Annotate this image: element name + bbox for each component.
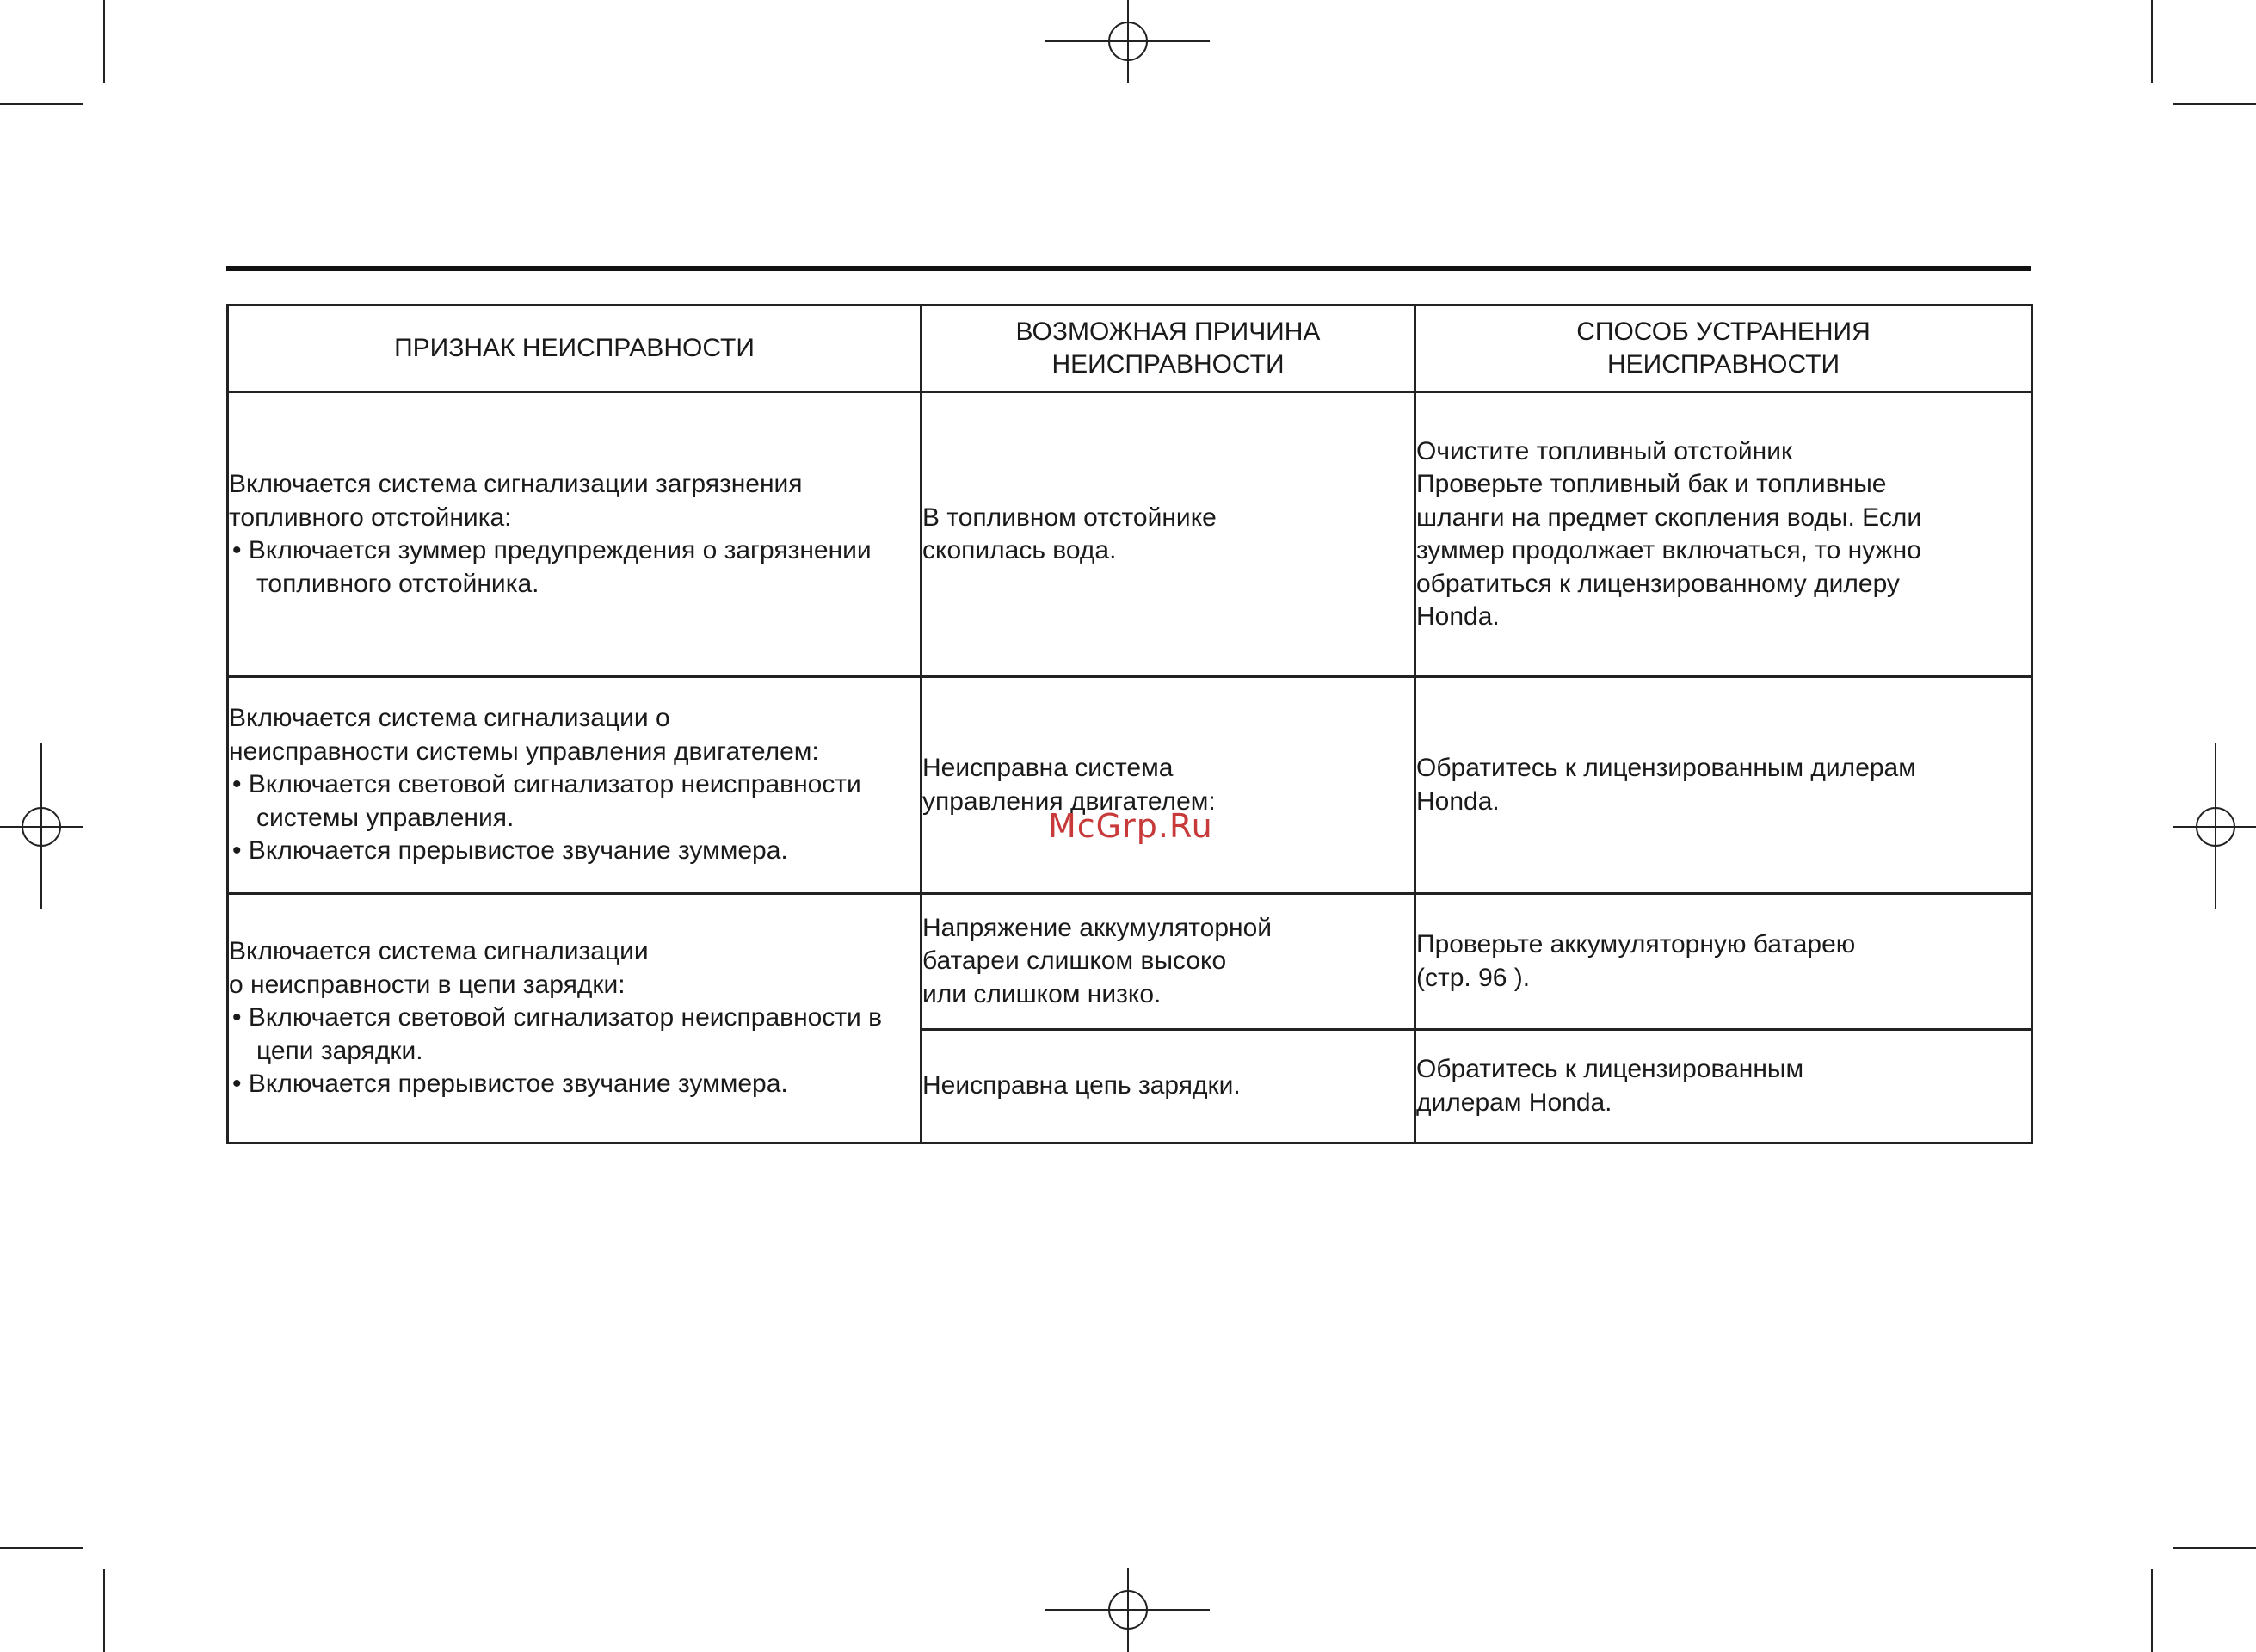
symptom-line: Включается система сигнализации <box>229 937 649 966</box>
remedy-line: Обратитесь к лицензированным <box>1416 1055 1804 1083</box>
remedy-cell <box>1415 677 2032 894</box>
cause-line: или слишком низко. <box>922 979 1162 1008</box>
symptom-line: о неисправности в цепи зарядки: <box>229 970 626 999</box>
watermark-text: McGrp.Ru <box>1048 807 1213 845</box>
crop-mark <box>103 0 105 83</box>
cause-line: управления двигателем: <box>922 786 1216 816</box>
header-text: НЕИСПРАВНОСТИ <box>1051 350 1285 379</box>
cause-cell <box>922 894 1415 1030</box>
remedy-line: Проверьте аккумуляторную батарею <box>1416 930 1856 959</box>
remedy-cell <box>1415 894 2032 1030</box>
header-symptom <box>228 305 922 392</box>
symptom-line: Включается система сигнализации о <box>229 704 670 733</box>
cause-line: Неисправна цепь зарядки. <box>922 1071 1241 1100</box>
remedy-line: (стр. 96 ). <box>1416 963 1531 992</box>
table-row <box>228 392 2032 677</box>
symptom-bullet: • Включается прерывистое звучание зуммера. <box>232 836 788 866</box>
symptom-line: неисправности системы управления двигателем: <box>229 737 819 766</box>
cause-cell <box>922 677 1415 894</box>
symptom-cell <box>228 677 922 894</box>
symptom-cell <box>228 392 922 677</box>
symptom-line: Включается система сигнализации загрязнения <box>229 470 803 498</box>
crop-mark <box>0 103 83 105</box>
symptom-bullet: • Включается световой сигнализатор неисправности в цепи зарядки. <box>232 1003 883 1065</box>
cause-line: В топливном отстойнике <box>922 502 1217 532</box>
header-text: ПРИЗНАК НЕИСПРАВНОСТИ <box>394 333 755 362</box>
cause-line: батареи слишком высоко <box>922 946 1227 976</box>
remedy-line: Honda. <box>1416 602 1500 631</box>
remedy-line: обратиться к лицензированному дилеру <box>1416 569 1900 598</box>
crop-mark <box>2151 0 2153 83</box>
crop-mark <box>0 1547 83 1549</box>
cause-line: Напряжение аккумуляторной <box>922 913 1273 942</box>
header-text: ВОЗМОЖНАЯ ПРИЧИНА <box>1015 317 1321 346</box>
crop-mark <box>2173 103 2256 105</box>
remedy-line: шланги на предмет скопления воды. Если <box>1416 502 1922 532</box>
remedy-line: Обратитесь к лицензированным дилерам <box>1416 754 1916 782</box>
crop-mark <box>103 1569 105 1652</box>
remedy-line: зуммер продолжает включаться, то нужно <box>1416 536 1921 564</box>
header-cause <box>922 305 1415 392</box>
remedy-line: Очистите топливный отстойник <box>1416 436 1793 465</box>
remedy-line: Honda. <box>1416 786 1500 816</box>
table-row <box>228 677 2032 894</box>
header-rule <box>226 266 2031 271</box>
crop-mark <box>2151 1569 2153 1652</box>
symptom-bullet: • Включается прерывистое звучание зуммера. <box>232 1069 788 1099</box>
remedy-line: Проверьте топливный бак и топливные <box>1416 470 1887 498</box>
header-remedy <box>1415 305 2032 392</box>
header-text: СПОСОБ УСТРАНЕНИЯ <box>1576 317 1871 346</box>
symptom-cell <box>228 894 922 1143</box>
cause-line: Неисправна система <box>922 754 1174 782</box>
cause-cell <box>922 392 1415 677</box>
remedy-cell <box>1415 1030 2032 1143</box>
troubleshooting-table <box>226 304 2033 1144</box>
table-row <box>228 894 2032 1030</box>
cause-line: скопилась вода. <box>922 536 1117 564</box>
crop-mark <box>2173 1547 2256 1549</box>
remedy-line: дилерам Honda. <box>1416 1088 1612 1117</box>
table-header-row <box>228 305 2032 392</box>
remedy-cell <box>1415 392 2032 677</box>
symptom-line: топливного отстойника: <box>229 502 512 532</box>
header-text: НЕИСПРАВНОСТИ <box>1606 350 1840 379</box>
cause-cell <box>922 1030 1415 1143</box>
symptom-bullet: • Включается зуммер предупреждения о загрязнении топливного отстойника. <box>232 536 872 598</box>
symptom-bullet: • Включается световой сигнализатор неисправности системы управления. <box>232 770 861 832</box>
